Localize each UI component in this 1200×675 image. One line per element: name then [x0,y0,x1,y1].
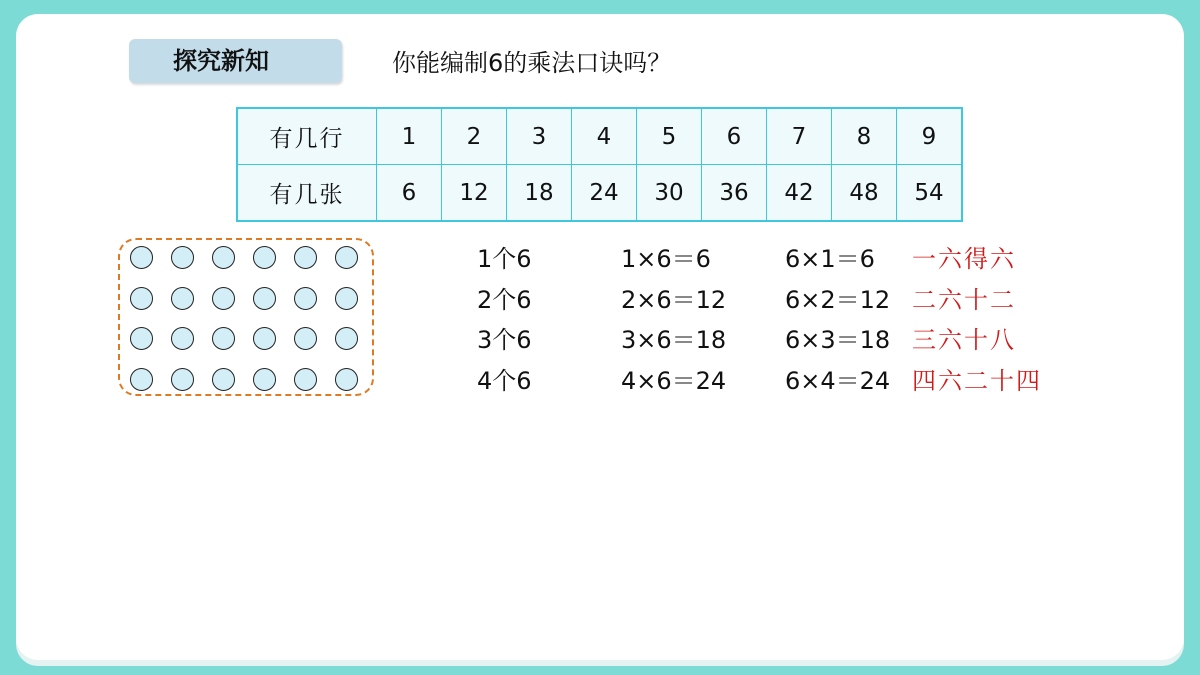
equation-line: 6×2＝12 [785,285,891,314]
count-line: 1个6 [477,245,532,273]
dot [335,368,358,391]
count-line: 4个6 [477,366,532,395]
table-cell: 5 [637,108,702,165]
table-cell: 3 [507,108,572,165]
equation-line: 4×6＝24 [621,366,727,395]
dot [335,327,358,350]
dot [212,246,235,269]
table-cell: 30 [637,165,702,222]
count-column [477,242,532,404]
dot [171,287,194,310]
equation-column-b [785,242,890,404]
table-cell: 2 [442,108,507,165]
multiplication-table [236,107,963,222]
table-cell: 6 [377,165,442,222]
rhyme-line: 一六得六 [912,245,1016,273]
table-cell: 36 [702,165,767,222]
dot [212,287,235,310]
table-cell: 8 [832,108,897,165]
table-cell: 12 [442,165,507,222]
table-cell: 1 [377,108,442,165]
table-row-rows [237,108,962,165]
rhyme-line: 四六二十四 [912,366,1042,395]
table-cell: 48 [832,165,897,222]
dot [335,287,358,310]
count-line: 2个6 [477,285,532,314]
equation-line: 6×3＝18 [785,326,891,354]
row-label-rows: 有几行 [237,108,377,165]
table-cell: 9 [897,108,963,165]
equation-line: 2×6＝12 [621,285,727,314]
dot [294,368,317,391]
dot [212,327,235,350]
dot [253,246,276,269]
dot [171,327,194,350]
equation-line: 6×4＝24 [785,366,891,395]
equation-line: 3×6＝18 [621,326,727,354]
table-row-cards [237,165,962,222]
table-cell: 18 [507,165,572,222]
dot [171,368,194,391]
dot [130,287,153,310]
dot [294,287,317,310]
equation-line: 1×6＝6 [621,245,711,273]
question-text: 你能编制6的乘法口诀吗？ [392,49,672,77]
table-cell: 42 [767,165,832,222]
dot [294,246,317,269]
dot [253,287,276,310]
table-cell: 4 [572,108,637,165]
rhyme-line: 二六十二 [912,285,1016,314]
section-badge: 探究新知 [129,39,342,83]
table-cell: 54 [897,165,963,222]
equation-line: 6×1＝6 [785,245,875,273]
table-cell: 24 [572,165,637,222]
dot [171,246,194,269]
table-cell: 6 [702,108,767,165]
dot [130,246,153,269]
dot [130,327,153,350]
dot [294,327,317,350]
dot [335,246,358,269]
row-label-cards: 有几张 [237,165,377,222]
rhyme-line: 三六十八 [912,326,1016,354]
dot [253,327,276,350]
dot [212,368,235,391]
equation-column-a [621,242,726,404]
table-cell: 7 [767,108,832,165]
rhyme-column [912,242,1042,404]
count-line: 3个6 [477,326,532,354]
dot-array-box [118,238,374,396]
dot [130,368,153,391]
dot [253,368,276,391]
